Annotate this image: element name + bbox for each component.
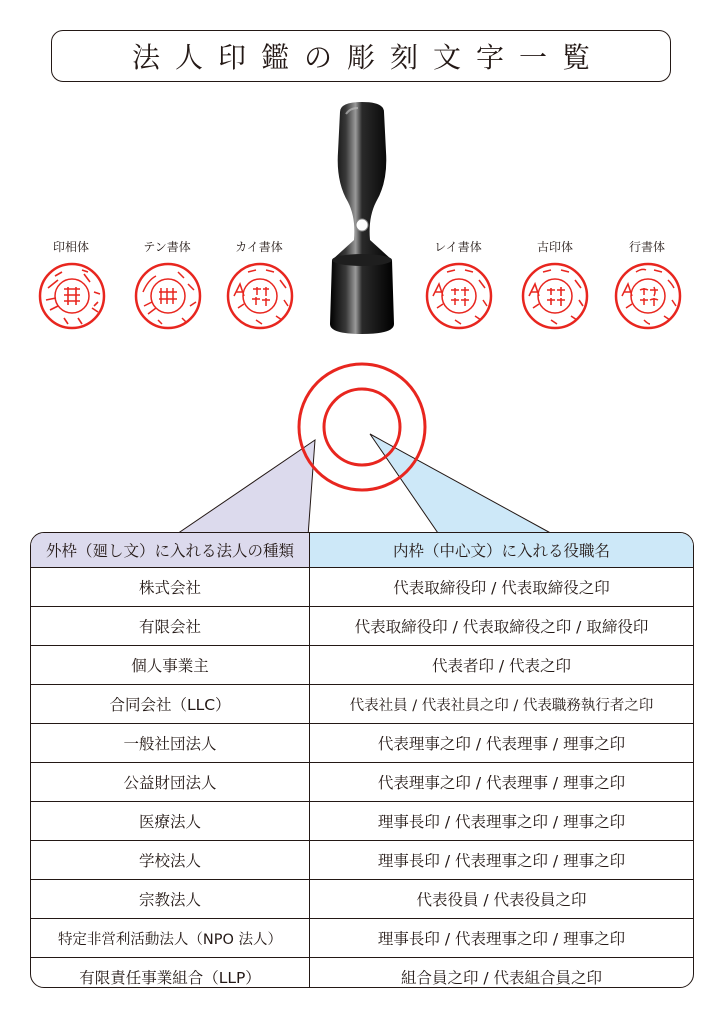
table-row bbox=[31, 958, 693, 989]
corporation-type: 宗教法人 bbox=[31, 880, 310, 919]
seal-impression-koinTai bbox=[521, 262, 589, 330]
table-row bbox=[31, 880, 693, 919]
seal-impression-reisho bbox=[425, 262, 493, 330]
corporation-type: 一般社団法人 bbox=[31, 724, 310, 763]
table-row bbox=[31, 919, 693, 958]
page-title: 法人印鑑の彫刻文字一覧 bbox=[131, 41, 605, 74]
corporation-type: 医療法人 bbox=[31, 802, 310, 841]
table-row bbox=[31, 607, 693, 646]
seal-style-label: 印相体 bbox=[52, 240, 89, 254]
header-inner-frame: 内枠（中心文）に入れる役職名 bbox=[310, 533, 694, 568]
corporation-type: 合同会社（LLC） bbox=[31, 685, 310, 724]
table-row bbox=[31, 763, 693, 802]
position-title: 理事長印 / 代表理事之印 / 理事之印 bbox=[310, 802, 694, 841]
engraving-table bbox=[30, 532, 694, 988]
inner-ring bbox=[324, 389, 400, 465]
position-title: 代表者印 / 代表之印 bbox=[310, 646, 694, 685]
seal-style-label: テン書体 bbox=[143, 240, 191, 254]
position-title: 理事長印 / 代表理事之印 / 理事之印 bbox=[310, 919, 694, 958]
position-title: 代表取締役印 / 代表取締役之印 bbox=[310, 568, 694, 607]
corporation-type: 特定非営利活動法人（NPO 法人） bbox=[31, 919, 310, 958]
seal-impression-insotai bbox=[38, 262, 106, 330]
table-row bbox=[31, 685, 693, 724]
title-box bbox=[51, 30, 671, 82]
header-outer-frame: 外枠（廻し文）に入れる法人の種類 bbox=[31, 533, 310, 568]
seal-style-label: レイ書体 bbox=[434, 240, 482, 254]
corporation-type: 学校法人 bbox=[31, 841, 310, 880]
position-title: 代表理事之印 / 代表理事 / 理事之印 bbox=[310, 763, 694, 802]
table-row bbox=[31, 568, 693, 607]
table-header-row bbox=[31, 533, 693, 568]
table-row bbox=[31, 724, 693, 763]
table-row bbox=[31, 841, 693, 880]
table-row bbox=[31, 802, 693, 841]
table-row bbox=[31, 646, 693, 685]
seal-frame-diagram bbox=[0, 350, 724, 540]
seal-style-label: カイ書体 bbox=[235, 240, 283, 254]
corporation-type: 個人事業主 bbox=[31, 646, 310, 685]
position-title: 代表社員 / 代表社員之印 / 代表職務執行者之印 bbox=[310, 685, 694, 724]
corporation-type: 有限責任事業組合（LLP） bbox=[31, 958, 310, 989]
position-title: 代表理事之印 / 代表理事 / 理事之印 bbox=[310, 724, 694, 763]
seal-impression-gyosho bbox=[614, 262, 682, 330]
corporation-type: 有限会社 bbox=[31, 607, 310, 646]
outer-ring bbox=[299, 364, 425, 490]
position-title: 代表役員 / 代表役員之印 bbox=[310, 880, 694, 919]
position-title: 代表取締役印 / 代表取締役之印 / 取締役印 bbox=[310, 607, 694, 646]
corporation-type: 公益財団法人 bbox=[31, 763, 310, 802]
seal-style-label: 古印体 bbox=[536, 240, 573, 254]
seal-impression-tensho bbox=[134, 262, 202, 330]
seal-style-label: 行書体 bbox=[628, 240, 665, 254]
corporation-type: 株式会社 bbox=[31, 568, 310, 607]
position-title: 理事長印 / 代表理事之印 / 理事之印 bbox=[310, 841, 694, 880]
seal-impression-kaisho bbox=[226, 262, 294, 330]
stamp-product-image bbox=[310, 100, 414, 336]
position-title: 組合員之印 / 代表組合員之印 bbox=[400, 969, 603, 987]
